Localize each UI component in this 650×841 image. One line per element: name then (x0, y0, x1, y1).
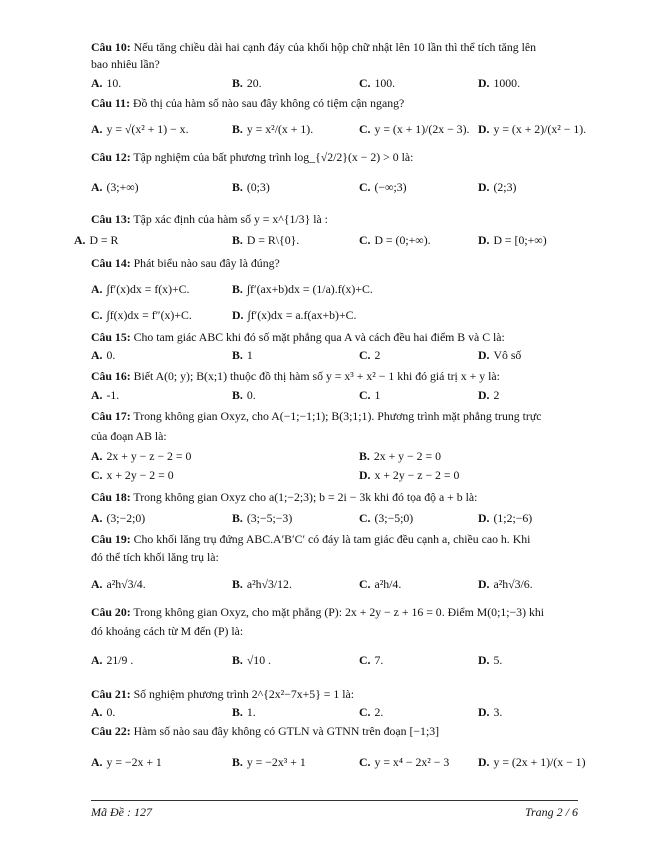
q17-option-a: A. 2x + y − z − 2 = 0 (91, 449, 192, 463)
question-10-cont: bao nhiêu lần? (91, 57, 160, 71)
q19-option-c: C. a²h/4. (359, 577, 402, 591)
q10-option-d: D. 1000. (478, 76, 521, 90)
q17-option-b: B. 2x + y − 2 = 0 (359, 449, 441, 463)
q12-option-a: A. (3;+∞) (91, 180, 139, 194)
q18-option-d: D. (1;2;−6) (478, 511, 533, 525)
question-22: Câu 22: Hàm số nào sau đây không có GTLN và GTNN trên đoạn [−1;3] (91, 724, 440, 738)
q22-option-a: A. y = −2x + 1 (91, 755, 162, 769)
question-15: Câu 15: Cho tam giác ABC khi đó số mặt phẳng qua A và cách đều hai điểm B và C là: (91, 330, 505, 344)
q11-option-c: C. y = (x + 1)/(2x − 3). (359, 122, 470, 136)
q19-option-b: B. a²h√3/12. (232, 577, 292, 591)
q19-option-d: D. a²h√3/6. (478, 577, 533, 591)
q13-option-c: C. D = (0;+∞). (359, 233, 431, 247)
q12-option-b: B. (0;3) (232, 180, 270, 194)
q21-option-b: B. 1. (232, 705, 256, 719)
question-13: Câu 13: Tập xác định của hàm số y = x^{1/3} là : (91, 212, 328, 226)
q22-option-c: C. y = x⁴ − 2x² − 3 (359, 755, 450, 769)
q16-option-d: D. 2 (478, 388, 500, 402)
q10-option-c: C. 100. (359, 76, 396, 90)
q14-option-b: B. ∫f′(ax+b)dx = (1/a).f(x)+C. (232, 282, 373, 296)
q15-option-c: C. 2 (359, 348, 381, 362)
question-17: Câu 17: Trong không gian Oxyz, cho A(−1;−1;1); B(3;1;1). Phương trình mặt phẳng trung trực (91, 409, 542, 423)
q13-option-a: A. D = R (74, 233, 119, 247)
q12-option-c: C. (−∞;3) (359, 180, 407, 194)
exam-code: Mã Đề : 127 (91, 805, 152, 819)
q15-option-b: B. 1 (232, 348, 253, 362)
q11-option-d: D. y = (x + 2)/(x² − 1). (478, 122, 587, 136)
q20-option-d: D. 5. (478, 653, 503, 667)
q14-option-c: C. ∫f(x)dx = f″(x)+C. (91, 308, 192, 322)
q16-option-a: A. -1. (91, 388, 120, 402)
q14-option-d: D. ∫f′(x)dx = a.f(ax+b)+C. (232, 308, 357, 322)
question-16: Câu 16: Biết A(0; y); B(x;1) thuộc đồ thị hàm số y = x³ + x² − 1 khi đó giá trị x + y là: (91, 369, 500, 383)
question-19: Câu 19: Cho khối lăng trụ đứng ABC.A′B′C′ có đáy là tam giác đều cạnh a, chiều cao h. Khi (91, 532, 531, 546)
q15-option-d: D. Vô số (478, 348, 522, 362)
q17-option-c: C. x + 2y − 2 = 0 (91, 468, 174, 482)
q13-option-d: D. D = [0;+∞) (478, 233, 547, 247)
q12-option-d: D. (2;3) (478, 180, 517, 194)
question-17-cont: của đoạn AB là: (91, 429, 167, 443)
q16-option-c: C. 1 (359, 388, 381, 402)
page-footer (91, 800, 578, 820)
q17-option-d: D. x + 2y − z − 2 = 0 (359, 468, 460, 482)
q18-option-a: A. (3;−2;0) (91, 511, 146, 525)
question-19-cont: đó thể tích khối lăng trụ là: (91, 550, 219, 564)
q10-option-a: A. 10. (91, 76, 122, 90)
q21-option-a: A. 0. (91, 705, 116, 719)
q11-option-b: B. y = x²/(x + 1). (232, 122, 314, 136)
q11-option-a: A. y = √(x² + 1) − x. (91, 122, 189, 136)
q21-option-d: D. 3. (478, 705, 503, 719)
q21-option-c: C. 2. (359, 705, 384, 719)
q15-option-a: A. 0. (91, 348, 116, 362)
question-12: Câu 12: Tập nghiệm của bất phương trình log_{√2/2}(x − 2) > 0 là: (91, 150, 414, 164)
question-18: Câu 18: Trong không gian Oxyz cho a(1;−2;3); b = 2i − 3k khi đó tọa độ a + b là: (91, 490, 478, 504)
q14-option-a: A. ∫f′(x)dx = f(x)+C. (91, 282, 190, 296)
q18-option-b: B. (3;−5;−3) (232, 511, 293, 525)
q20-option-b: B. √10 . (232, 653, 271, 667)
q20-option-c: C. 7. (359, 653, 384, 667)
question-14: Câu 14: Phát biểu nào sau đây là đúng? (91, 256, 280, 270)
q20-option-a: A. 21/9 . (91, 653, 134, 667)
question-21: Câu 21: Số nghiệm phương trình 2^{2x²−7x+5} = 1 là: (91, 687, 355, 701)
q22-option-b: B. y = −2x³ + 1 (232, 755, 306, 769)
q22-option-d: D. y = (2x + 1)/(x − 1) (478, 755, 586, 769)
q13-option-b: B. D = R\{0}. (232, 233, 300, 247)
page-number: Trang 2 / 6 (524, 805, 578, 819)
question-10: Câu 10: Nếu tăng chiều dài hai cạnh đáy của khối hộp chữ nhật lên 10 lần thì thể tích tăng lên (91, 40, 537, 54)
q19-option-a: A. a²h√3/4. (91, 577, 146, 591)
q18-option-c: C. (3;−5;0) (359, 511, 414, 525)
question-20: Câu 20: Trong không gian Oxyz, cho mặt phẳng (P): 2x + 2y − z + 16 = 0. Điểm M(0;1;−3) khi (91, 605, 545, 619)
q16-option-b: B. 0. (232, 388, 256, 402)
q10-option-b: B. 20. (232, 76, 262, 90)
question-20-cont: đó khoảng cách từ M đến (P) là: (91, 624, 244, 638)
question-11: Câu 11: Đồ thị của hàm số nào sau đây không có tiệm cận ngang? (91, 96, 405, 110)
